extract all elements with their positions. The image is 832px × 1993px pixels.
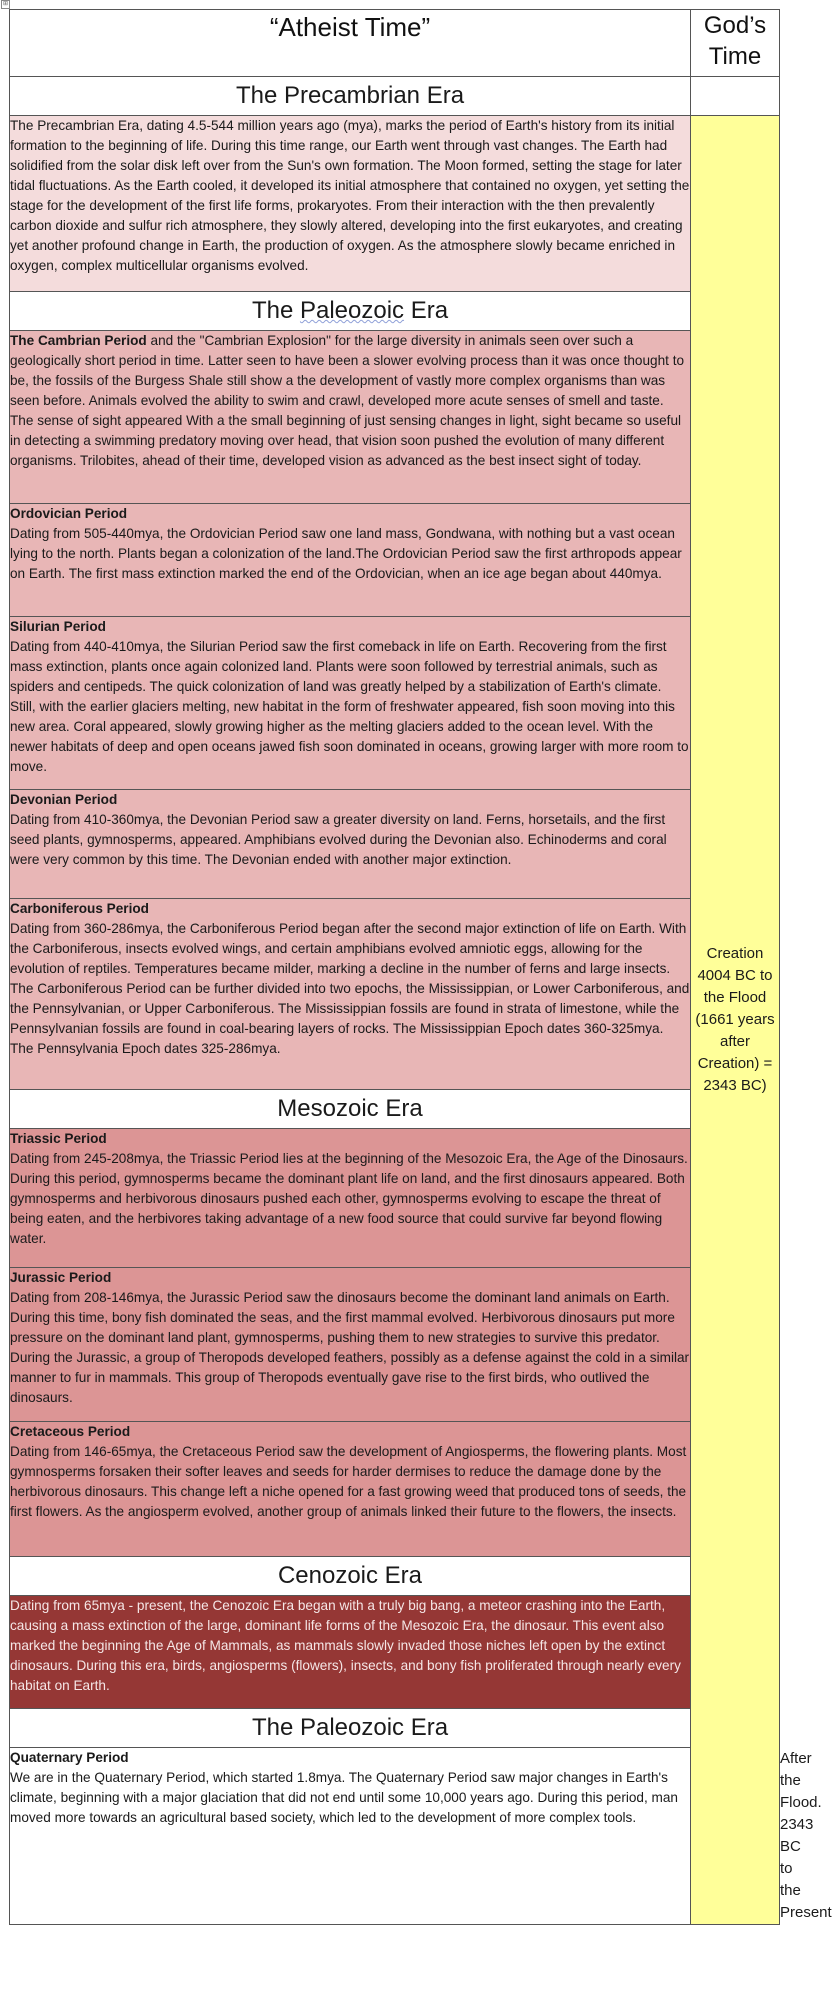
paleozoic-era-title: The Paleozoic Era	[10, 292, 691, 331]
header-row	[10, 10, 780, 77]
cambrian-period-name: The Cambrian Period	[10, 333, 147, 348]
triassic-period-text: Dating from 245-208mya, the Triassic Period lies at the beginning of the Mesozoic Era, the Age of the Dinosaurs. During this period, gymnosperms became the dominant plant life on land, and the first dinosaurs appeared. Both gymnosperms and herbivorous dinosaurs pushed each other, gymnosperms evolving to escape the threat of being eaten, and the herbivores taking advantage of a new food source that could survive far beyond flowing water.	[10, 1151, 688, 1246]
triassic-period-name: Triassic Period	[10, 1131, 107, 1146]
silurian-period-name: Silurian Period	[10, 619, 106, 634]
cambrian-period-text: and the "Cambrian Explosion" for the large diversity in animals seen over such a geologically short period in time. Latter seen to have been a slower evolving process than it was once thought to be, the fossils of the Burgess Shale still show a the development of vastly more complex organisms than was seen before. Animals evolved the ability to swim and crawl, developed more acute senses of smell and taste. The sense of sight appeared With a the small beginning of just sensing changes in light, sight became so useful in detecting a swimming predatory moving over head, that vision soon pushed the evolution of many different organisms. Trilobites, ahead of their time, developed vision as advanced as the best insect sight of today.	[10, 333, 685, 468]
quaternary-period-name: Quaternary Period	[10, 1750, 129, 1765]
devonian-period-text: Dating from 410-360mya, the Devonian Period saw a greater diversity on land. Ferns, horsetails, and the first seed plants, gymnosperms, appeared. Amphibians evolved during the Devonian also. Echinoderms and coral were very common by this time. The Devonian ended with another major extinction.	[10, 812, 667, 867]
triassic-period-block	[10, 1129, 691, 1268]
ordovician-period-name: Ordovician Period	[10, 506, 128, 521]
geologic-time-table	[9, 9, 832, 1925]
cretaceous-period-block	[10, 1422, 691, 1557]
atheist-time-header: “Atheist Time”	[10, 10, 691, 77]
ordovician-period-block	[10, 504, 691, 617]
quaternary-period-block	[10, 1748, 691, 1925]
after-flood-text: After the Flood. 2343 BC to the Present	[780, 1750, 832, 1921]
silurian-period-text: Dating from 440-410mya, the Silurian Period saw the first comeback in life on Earth. Recovering from the first mass extinction, plants once again colonized land. Plants were soon followed by terrestrial animals, such as spiders and centipeds. The quick colonization of land was greatly helped by a stabilization of Earth's climate. Still, with the earlier glaciers melting, new habitat in the form of freshwater appeared, fish soon moving into this new area. Coral appeared, slowly growing higher as the melting glaciers added to the ocean level. With the newer habitats of deep and open oceans jawed fish soon dominated in oceans, growing larger with more room to move.	[10, 639, 689, 774]
cenozoic-text: Dating from 65mya - present, the Cenozoic Era began with a truly big bang, a meteor crashing into the Earth, causing a mass extinction of the large, dominant life forms of the Mesozoic Era, the dinosaur. This event also marked the beginning the Age of Mammals, as mammals slowly invaded those niches left open by the extinct dinosaurs. During this era, birds, angiosperms (flowers), insects, and bony fish proliferated through nearly every habitat on Earth.	[10, 1596, 691, 1709]
carboniferous-period-text-1: Dating from 360-286mya, the Carboniferous Period began after the second major extinction of life on Earth. With the Carboniferous, insects evolved wings, and certain amphibians evolved amniotic eggs, allowing for the evolution of reptiles. Temperatures became milder, marking a decline in the number of ferns and large insects.	[10, 921, 687, 976]
precambrian-era-title: The Precambrian Era	[10, 77, 691, 116]
carboniferous-period-block	[10, 899, 691, 1090]
jurassic-period-text: Dating from 208-146mya, the Jurassic Period saw the dinosaurs become the dominant land animals on Earth. During this time, bony fish dominated the seas, and the first mammal evolved. Herbivorous dinosaurs put more pressure on the dominant land plant, gymnosperms, pushing them to new strategies to survive this predator. During the Jurassic, a group of Theropods developed feathers, possibly as a defense against the cold in a similar manner to fur in mammals. This group of Theropods eventually gave rise to the first birds, who outlived the dinosaurs.	[10, 1290, 690, 1405]
carboniferous-period-text-2: The Carboniferous Period can be further divided into two epochs, the Mississippian, or Lower Carboniferous, and the Pennsylvanian, or Upper Carboniferous. The Mississippian fossils are found in strata of limestone, while the Pennsylvanian fossils are found in coal-bearing layers of rocks. The Mississippian Epoch dates 360-325mya. The Pennsylvania Epoch dates 325-286mya.	[10, 981, 690, 1056]
ordovician-period-text: Dating from 505-440mya, the Ordovician Period saw one land mass, Gondwana, with nothing but a vast ocean lying to the north. Plants began a colonization of the land.The Ordovician Period saw the first arthropods appear on Earth. The first mass extinction marked the end of the Ordovician, when an ice age began about 440mya.	[10, 526, 682, 581]
table-anchor-icon: ⊞	[2, 1, 9, 7]
precambrian-text: The Precambrian Era, dating 4.5-544 million years ago (mya), marks the period of Earth's history from its initial formation to the beginning of life. During this time range, our Earth went through vast changes. The Earth had solidified from the solar disk left over from the Sun's own formation. The Moon formed, setting the stage for later tidal fluctuations. As the Earth cooled, it developed its initial atmosphere that contained no oxygen, yet setting the stage for the development of the first life forms, prokaryotes. From their interaction with the then prevalently carbon dioxide and sulfur rich atmosphere, they slowly altered, developing into the first eukaryotes, and creating yet another profound change in Earth, the production of oxygen. As the atmosphere slowly became enriched in oxygen, complex multicellular organisms evolved.	[10, 116, 691, 292]
cenozoic-era-title: Cenozoic Era	[10, 1557, 691, 1596]
devonian-period-name: Devonian Period	[10, 792, 118, 807]
mesozoic-era-title: Mesozoic Era	[10, 1090, 691, 1129]
devonian-period-block	[10, 790, 691, 899]
paleozoic-word: Paleozoic	[299, 297, 405, 324]
creation-to-flood-cell	[691, 116, 780, 1925]
cretaceous-period-name: Cretaceous Period	[10, 1424, 131, 1439]
cambrian-period-block	[10, 331, 691, 504]
gods-time-blank-cell	[691, 77, 780, 116]
jurassic-period-name: Jurassic Period	[10, 1270, 112, 1285]
gods-time-header: God’s Time	[691, 10, 780, 77]
jurassic-period-block	[10, 1268, 691, 1422]
quaternary-period-text: We are in the Quaternary Period, which started 1.8mya. The Quaternary Period saw major changes in Earth's climate, beginning with a major glaciation that did not end until some 10,000 years ago. During this period, man moved more towards an agricultural based society, which led to the development of more complex tools.	[10, 1770, 678, 1825]
silurian-period-block	[10, 617, 691, 790]
cretaceous-period-text: Dating from 146-65mya, the Cretaceous Period saw the development of Angiosperms, the flowering plants. Most gymnosperms forsaken their softer leaves and seeds for harder dermises to reduce the damage done by the herbivorous dinosaurs. This change left a niche opened for a fast growing weed that produced tons of seeds, the first flowers. As the angiosperm evolved, another group of animals linked their future to the flowers, the insects.	[10, 1444, 687, 1519]
carboniferous-period-name: Carboniferous Period	[10, 901, 149, 916]
creation-to-flood-text: Creation 4004 BC to the Flood (1661 years after Creation) = 2343 BC)	[695, 945, 775, 1094]
last-era-title: The Paleozoic Era	[10, 1709, 691, 1748]
